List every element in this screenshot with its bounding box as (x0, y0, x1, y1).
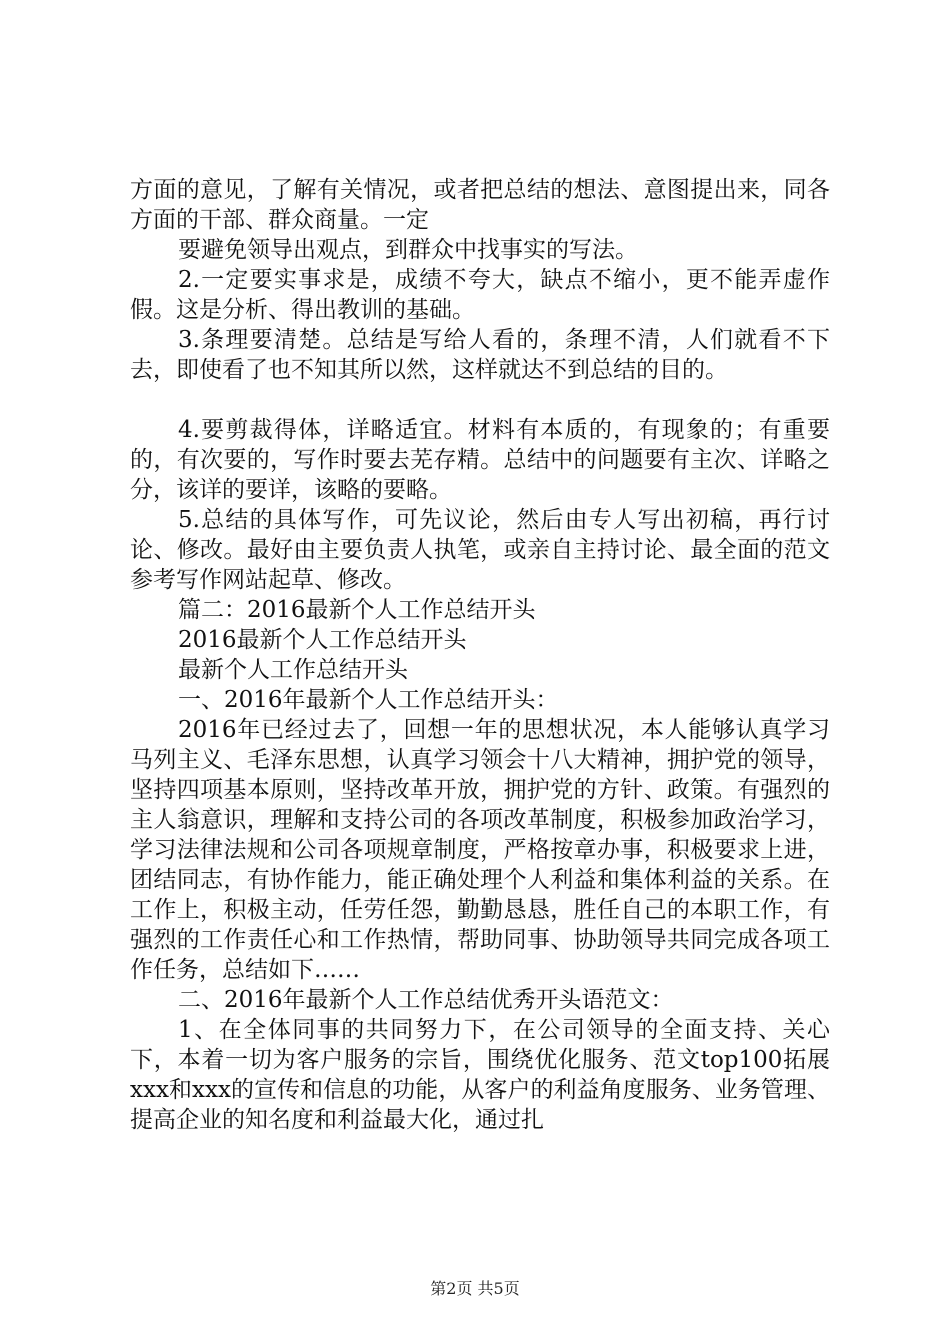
section-subtitle: 2016最新个人工作总结开头 (178, 627, 467, 653)
section-subheading: 最新个人工作总结开头 (178, 657, 408, 683)
paragraph-5: 4.要剪裁得体，详略适宜。材料有本质的，有现象的；有重要的，有次要的，写作时要去芜存精。总结中的问题要有主次、详略之分，该详的要详，该略的要略。 (130, 417, 830, 503)
paragraph-6: 5.总结的具体写作，可先议论，然后由专人写出初稿，再行讨论、修改。最好由主要负责人执笔，或亲自主持讨论、最全面的范文参考写作网站起草、修改。 (130, 507, 830, 593)
paragraph-1: 方面的意见，了解有关情况，或者把总结的想法、意图提出来，同各方面的干部、群众商量。一定 (130, 177, 830, 233)
paragraph-8: 1、在全体同事的共同努力下，在公司领导的全面支持、关心下，本着一切为客户服务的宗旨，围绕优化服务、范文top100拓展xxx和xxx的宣传和信息的功能，从客户的利益角度服务、业务管理、提高企业的知名度和利益最大化，通过扎 (130, 1017, 830, 1133)
paragraph-7: 2016年已经过去了，回想一年的思想状况，本人能够认真学习马列主义、毛泽东思想，认真学习领会十八大精神，拥护党的领导，坚持四项基本原则，坚持改革开放，拥护党的方针、政策。有强烈的主人翁意识，理解和支持公司的各项改革制度，积极参加政治学习，学习法律法规和公司各项规章制度，严格按章办事，积极要求上进，团结同志，有协作能力，能正确处理个人利益和集体利益的关系。在工作上，积极主动，任劳任怨，勤勤恳恳，胜任自己的本职工作，有强烈的工作责任心和工作热情，帮助同事、协助领导共同完成各项工作任务，总结如下…… (130, 717, 830, 983)
paragraph-3: 2.一定要实事求是，成绩不夸大，缺点不缩小，更不能弄虚作假。这是分析、得出教训的基础。 (130, 267, 830, 323)
paragraph-2: 要避免领导出观点，到群众中找事实的写法。 (178, 237, 638, 263)
subsection-heading-2: 二、2016年最新个人工作总结优秀开头语范文： (178, 987, 674, 1013)
section-heading: 篇二：2016最新个人工作总结开头 (178, 597, 536, 623)
subsection-heading-1: 一、2016年最新个人工作总结开头： (178, 687, 559, 713)
page-footer: 第2页 共5页 (430, 1279, 520, 1298)
document-body (130, 175, 830, 1135)
paragraph-4: 3.条理要清楚。总结是写给人看的，条理不清，人们就看不下去，即使看了也不知其所以然，这样就达不到总结的目的。 (130, 327, 830, 383)
